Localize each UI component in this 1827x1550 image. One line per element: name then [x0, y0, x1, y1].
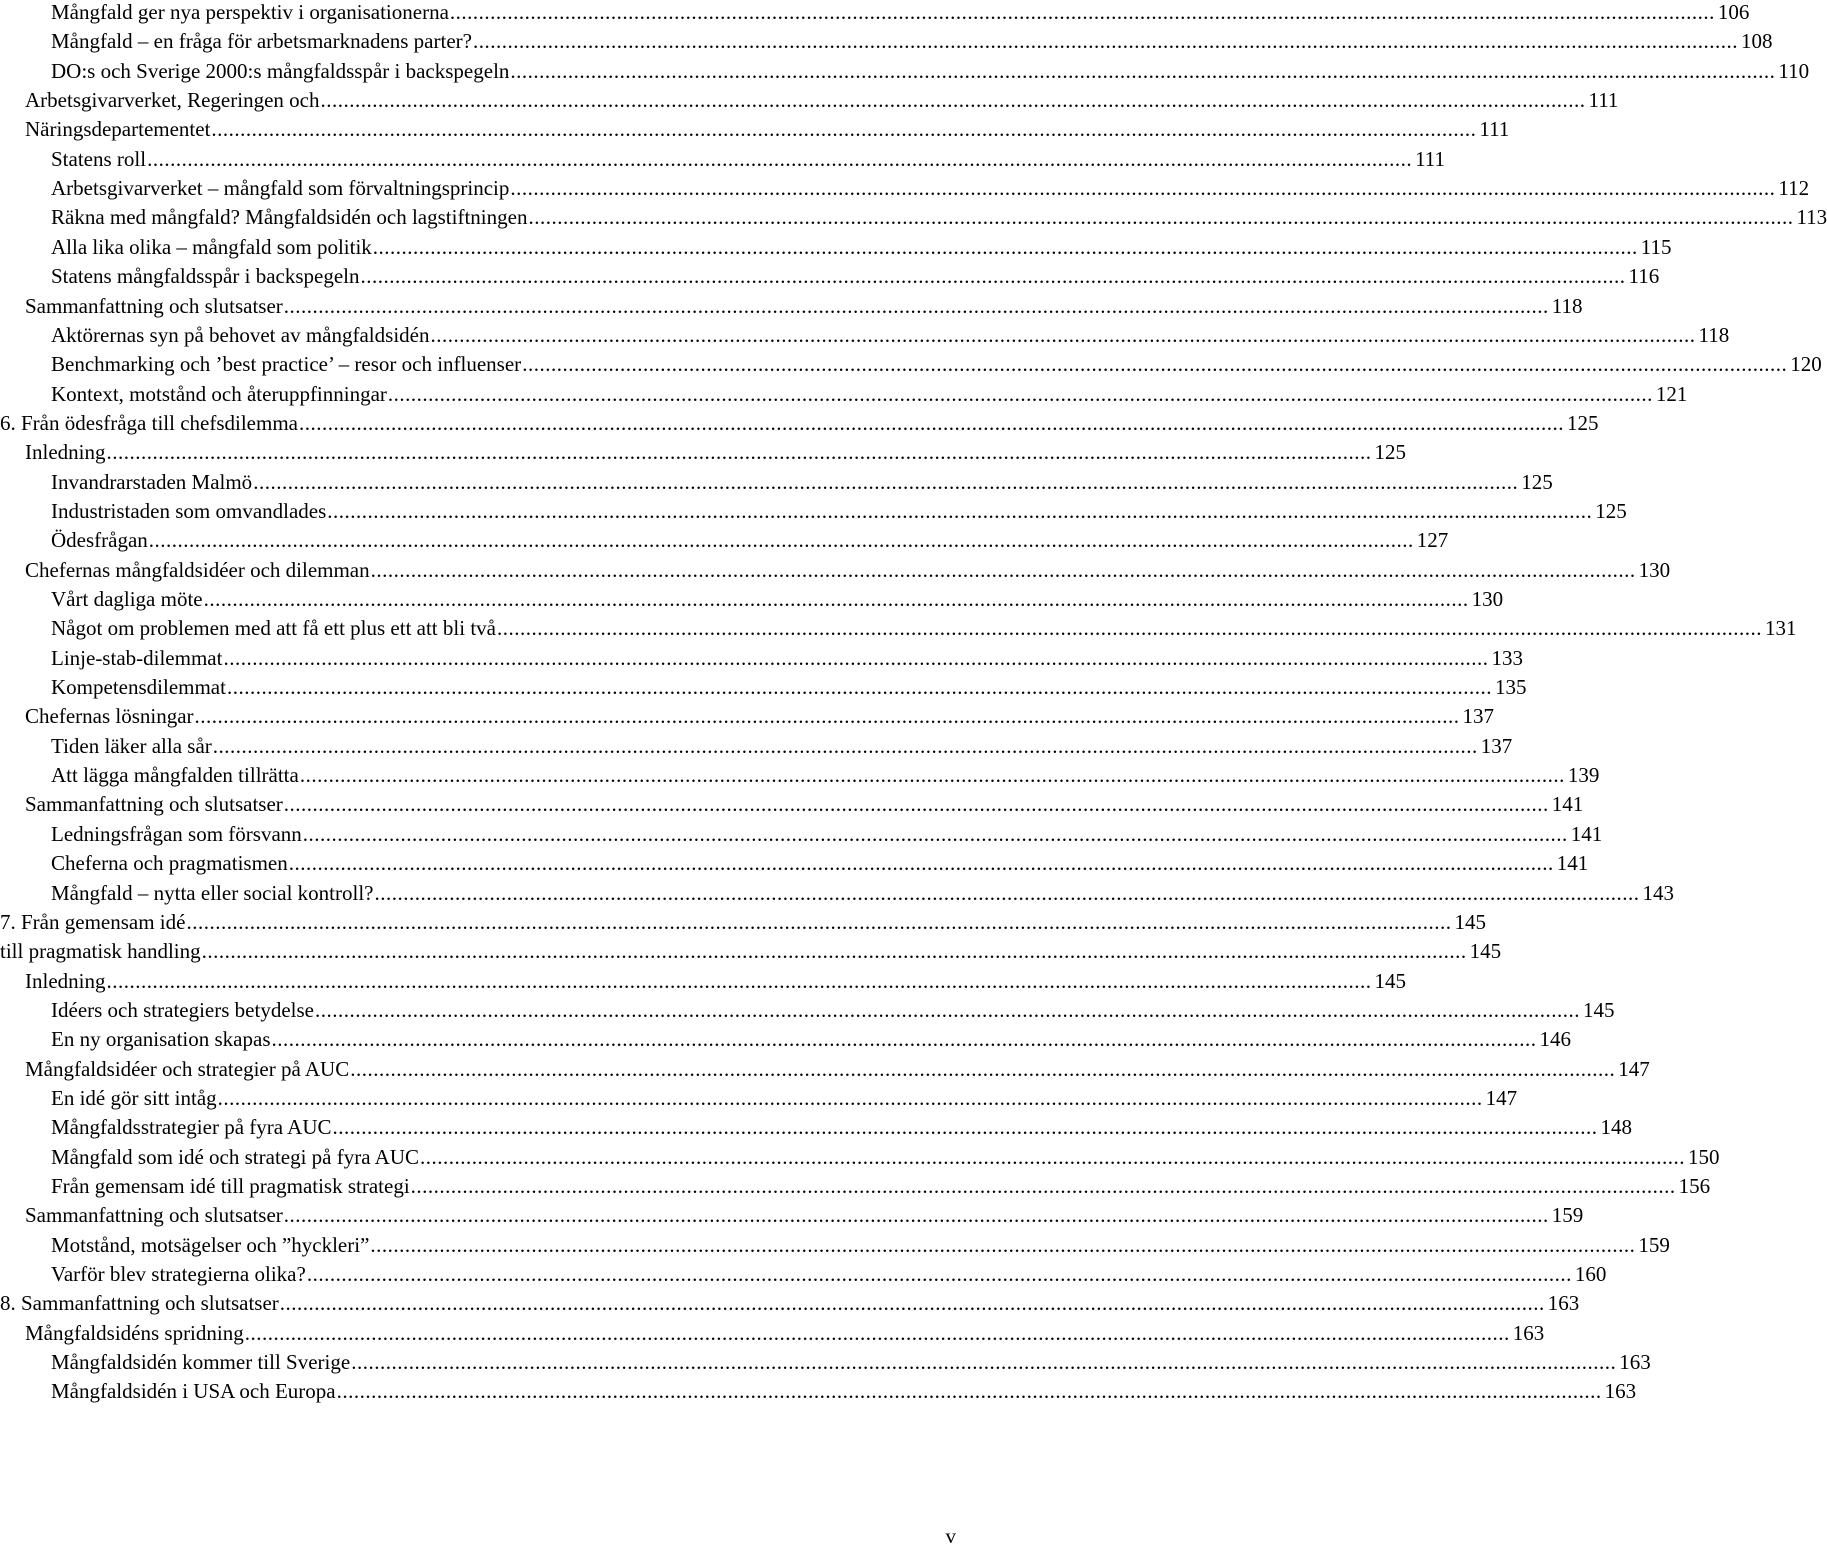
toc-dot-leader: ............................................................................................................................................................................................................................	[350, 1056, 1616, 1081]
toc-entry-page: 112	[1778, 176, 1810, 201]
toc-entry-page: 131	[1764, 616, 1797, 641]
toc-entry	[51, 1260, 1607, 1289]
toc-entry-page: 125	[1521, 469, 1553, 494]
toc-entry	[25, 292, 1583, 321]
toc-dot-leader: ............................................................................................................................................................................................................................	[302, 821, 1568, 846]
toc-entry	[51, 1113, 1632, 1142]
toc-dot-leader: ............................................................................................................................................................................................................................	[283, 1203, 1549, 1228]
toc-entry-title: Aktörernas syn på behovet av mångfaldsidén	[51, 321, 430, 350]
toc-entry-title: Arbetsgivarverket – mångfald som förvaltningsprincip	[51, 174, 510, 203]
toc-entry-title: Sammanfattning och slutsatser	[25, 1201, 284, 1230]
toc-entry-page: 159	[1638, 1232, 1670, 1257]
toc-dot-leader: ............................................................................................................................................................................................................................	[299, 763, 1565, 788]
toc-entry-page: 163	[1604, 1379, 1637, 1404]
toc-entry-page: 106	[1717, 0, 1750, 24]
toc-entry-title: Kontext, motstånd och återuppfinningar	[51, 380, 388, 409]
page-number: v	[945, 1524, 956, 1548]
toc-entry	[51, 233, 1672, 262]
toc-entry	[0, 937, 1502, 966]
toc-dot-leader: ............................................................................................................................................................................................................................	[288, 851, 1554, 876]
toc-entry-title: Industristaden som omvandlades	[51, 497, 327, 526]
toc-dot-leader: ............................................................................................................................................................................................................................	[327, 498, 1593, 523]
toc-entry	[25, 556, 1671, 585]
toc-dot-leader: ............................................................................................................................................................................................................................	[271, 1027, 1537, 1052]
toc-entry-title: Statens roll	[51, 145, 147, 174]
toc-dot-leader: ............................................................................................................................................................................................................................	[201, 939, 1467, 964]
toc-entry	[51, 262, 1660, 291]
toc-entry-page: 141	[1551, 792, 1584, 817]
toc-entry	[51, 1172, 1711, 1201]
toc-entry-title: Motstånd, motsägelser och ”hyckleri”	[51, 1231, 370, 1260]
toc-dot-leader: ............................................................................................................................................................................................................................	[211, 117, 1477, 142]
toc-entry-title: Sammanfattning och slutsatser	[25, 292, 284, 321]
toc-dot-leader: ............................................................................................................................................................................................................................	[372, 234, 1638, 259]
toc-entry-page: 145	[1454, 909, 1486, 934]
toc-entry	[51, 1025, 1571, 1054]
toc-entry	[51, 497, 1627, 526]
toc-entry-page: 116	[1628, 264, 1660, 289]
toc-entry-page: 156	[1678, 1174, 1711, 1198]
toc-entry	[51, 57, 1810, 86]
toc-entry	[25, 702, 1495, 731]
toc-entry-title: Linje-stab-dilemmat	[51, 644, 223, 673]
toc-entry-title: Varför blev strategierna olika?	[51, 1260, 307, 1289]
toc-dot-leader: ............................................................................................................................................................................................................................	[510, 176, 1776, 201]
toc-dot-leader: ............................................................................................................................................................................................................................	[217, 1085, 1483, 1110]
toc-entry	[51, 820, 1603, 849]
toc-entry-page: 108	[1740, 29, 1773, 54]
toc-entry	[25, 1055, 1650, 1084]
toc-dot-leader: ............................................................................................................................................................................................................................	[370, 557, 1636, 582]
toc-dot-leader: ............................................................................................................................................................................................................................	[253, 469, 1519, 494]
toc-dot-leader: ............................................................................................................................................................................................................................	[374, 880, 1640, 905]
toc-entry-title: En ny organisation skapas	[51, 1025, 272, 1054]
toc-entry-page: 145	[1469, 939, 1502, 964]
toc-dot-leader: ............................................................................................................................................................................................................................	[226, 675, 1492, 700]
toc-dot-leader: ............................................................................................................................................................................................................................	[496, 616, 1762, 641]
toc-dot-leader: ............................................................................................................................................................................................................................	[510, 58, 1776, 83]
toc-entry	[51, 1231, 1670, 1260]
toc-entry-title: Statens mångfaldsspår i backspegeln	[51, 262, 361, 291]
toc-entry	[51, 0, 1750, 27]
toc-entry	[51, 1143, 1720, 1172]
toc-entry-title: 6. Från ödesfråga till chefsdilemma	[0, 409, 299, 438]
toc-entry-page: 163	[1547, 1291, 1580, 1316]
toc-dot-leader: ............................................................................................................................................................................................................................	[283, 293, 1549, 318]
toc-entry-title: Mångfaldsidén i USA och Europa	[51, 1377, 337, 1406]
toc-entry-page: 125	[1374, 440, 1406, 465]
toc-entry-page: 127	[1416, 528, 1449, 553]
toc-entry-page: 121	[1655, 381, 1688, 406]
toc-entry-page: 133	[1491, 645, 1523, 670]
toc-dot-leader: ............................................................................................................................................................................................................................	[279, 1291, 1545, 1316]
toc-entry	[51, 526, 1449, 555]
toc-dot-leader: ............................................................................................................................................................................................................................	[106, 440, 1372, 465]
toc-dot-leader: ............................................................................................................................................................................................................................	[332, 1115, 1598, 1140]
toc-entry	[25, 790, 1584, 819]
toc-entry-page: 118	[1551, 293, 1583, 318]
toc-entry	[51, 1084, 1518, 1113]
toc-dot-leader: ............................................................................................................................................................................................................................	[212, 733, 1478, 758]
toc-entry	[25, 1201, 1584, 1230]
toc-entry	[51, 145, 1446, 174]
toc-entry-page: 147	[1485, 1085, 1518, 1110]
toc-entry	[51, 321, 1730, 350]
toc-entry-page: 145	[1374, 968, 1406, 993]
toc-entry-page: 159	[1551, 1203, 1584, 1228]
toc-dot-leader: ............................................................................................................................................................................................................................	[320, 88, 1586, 113]
toc-entry	[51, 879, 1674, 908]
toc-entry	[51, 849, 1589, 878]
toc-entry-page: 147	[1618, 1056, 1650, 1081]
toc-entry-title: Mångfald – nytta eller social kontroll?	[51, 879, 375, 908]
toc-dot-leader: ............................................................................................................................................................................................................................	[299, 410, 1564, 435]
toc-entry-page: 115	[1640, 234, 1672, 259]
toc-entry	[0, 908, 1486, 937]
toc-entry-title: Inledning	[25, 438, 106, 467]
toc-entry-page: 125	[1595, 498, 1627, 523]
toc-entry-title: Ödesfrågan	[51, 526, 149, 555]
toc-entry-title: Mångfaldsidén kommer till Sverige	[51, 1348, 351, 1377]
toc-entry-title: Tiden läker alla sår	[51, 732, 213, 761]
toc-entry	[51, 27, 1773, 56]
toc-entry-title: DO:s och Sverige 2000:s mångfaldsspår i backspegeln	[51, 57, 510, 86]
toc-dot-leader: ............................................................................................................................................................................................................................	[449, 0, 1715, 24]
toc-entry-page: 148	[1600, 1115, 1632, 1140]
toc-entry-title: Alla lika olika – mångfald som politik	[51, 233, 373, 262]
toc-entry-title: Mångfaldsidéer och strategier på AUC	[25, 1055, 350, 1084]
toc-dot-leader: ............................................................................................................................................................................................................................	[306, 1262, 1572, 1287]
toc-entry-title: Mångfald som idé och strategi på fyra AUC	[51, 1143, 420, 1172]
toc-entry-title: Chefernas mångfaldsidéer och dilemman	[25, 556, 371, 585]
toc-entry	[51, 380, 1688, 409]
toc-entry-page: 130	[1638, 557, 1671, 582]
toc-entry	[25, 86, 1619, 115]
toc-entry	[51, 614, 1797, 643]
toc-entry	[51, 732, 1513, 761]
toc-dot-leader: ............................................................................................................................................................................................................................	[203, 587, 1469, 611]
toc-entry	[51, 1377, 1637, 1406]
toc-entry-title: Från gemensam idé till pragmatisk strategi	[51, 1172, 411, 1201]
toc-dot-leader: ............................................................................................................................................................................................................................	[387, 381, 1653, 406]
toc-dot-leader: ............................................................................................................................................................................................................................	[106, 968, 1372, 993]
toc-entry-page: 111	[1415, 146, 1446, 171]
toc-entry-title: Mångfaldsstrategier på fyra AUC	[51, 1113, 333, 1142]
toc-entry-page: 120	[1790, 352, 1822, 377]
toc-dot-leader: ............................................................................................................................................................................................................................	[336, 1379, 1602, 1404]
toc-entry-title: Invandrarstaden Malmö	[51, 468, 253, 497]
toc-entry-title: Arbetsgivarverket, Regeringen och	[25, 86, 320, 115]
toc-entry-title: Att lägga mångfalden tillrätta	[51, 761, 300, 790]
toc-dot-leader: ............................................................................................................................................................................................................................	[147, 146, 1413, 171]
toc-entry-title: Benchmarking och ’best practice’ – resor och influenser	[51, 350, 522, 379]
toc-entry-title: Mångfaldsidéns spridning	[25, 1319, 245, 1348]
toc-dot-leader: ............................................................................................................................................................................................................................	[370, 1232, 1636, 1257]
toc-dot-leader: ............................................................................................................................................................................................................................	[148, 528, 1414, 553]
toc-entry-title: Cheferna och pragmatismen	[51, 849, 289, 878]
toc-entry-page: 137	[1480, 733, 1513, 758]
toc-entry-page: 145	[1582, 997, 1615, 1022]
toc-entry-page: 111	[1588, 88, 1619, 113]
toc-dot-leader: ............................................................................................................................................................................................................................	[244, 1320, 1510, 1345]
toc-entry	[51, 761, 1600, 790]
toc-dot-leader: ............................................................................................................................................................................................................................	[360, 264, 1626, 289]
toc-dot-leader: ............................................................................................................................................................................................................................	[223, 645, 1489, 670]
toc-entry	[51, 585, 1504, 614]
toc-entry-title: Näringsdepartementet	[25, 115, 211, 144]
toc-entry-title: En idé gör sitt intåg	[51, 1084, 218, 1113]
toc-entry	[25, 1319, 1545, 1348]
toc-entry	[0, 1289, 1580, 1318]
toc-entry-page: 163	[1512, 1320, 1545, 1345]
toc-entry-title: till pragmatisk handling	[0, 937, 202, 966]
toc-entry	[51, 174, 1810, 203]
toc-entry-page: 113	[1796, 205, 1827, 230]
toc-entry-page: 146	[1539, 1027, 1571, 1052]
toc-dot-leader: ............................................................................................................................................................................................................................	[351, 1350, 1617, 1375]
toc-entry-title: Kompetensdilemmat	[51, 673, 227, 702]
toc-entry	[51, 1348, 1651, 1377]
toc-dot-leader: ............................................................................................................................................................................................................................	[186, 909, 1452, 934]
toc-entry	[0, 409, 1599, 438]
toc-dot-leader: ............................................................................................................................................................................................................................	[194, 704, 1460, 729]
toc-entry-page: 137	[1462, 704, 1495, 729]
toc-entry	[51, 350, 1822, 379]
toc-entry-page: 141	[1556, 851, 1589, 876]
toc-entry	[51, 996, 1615, 1025]
toc-dot-leader: ............................................................................................................................................................................................................................	[314, 997, 1580, 1022]
toc-entry	[51, 468, 1553, 497]
toc-entry-title: Något om problemen med att få ett plus ett att bli två	[51, 614, 497, 643]
toc-entry-title: Chefernas lösningar	[25, 702, 195, 731]
toc-entry	[25, 115, 1510, 144]
toc-entry-title: Ledningsfrågan som försvann	[51, 820, 303, 849]
toc-entry-title: Sammanfattning och slutsatser	[25, 790, 284, 819]
toc-entry-page: 130	[1471, 587, 1504, 611]
toc-entry-title: Räkna med mångfald? Mångfaldsidén och lagstiftningen	[51, 203, 528, 232]
toc-entry	[51, 203, 1827, 232]
toc-entry-page: 118	[1698, 322, 1730, 347]
toc-dot-leader: ............................................................................................................................................................................................................................	[472, 29, 1738, 54]
toc-dot-leader: ............................................................................................................................................................................................................................	[283, 792, 1549, 817]
toc-dot-leader: ............................................................................................................................................................................................................................	[420, 1144, 1685, 1169]
toc-entry-page: 160	[1574, 1262, 1607, 1287]
toc-dot-leader: ............................................................................................................................................................................................................................	[528, 205, 1794, 230]
toc-dot-leader: ............................................................................................................................................................................................................................	[522, 352, 1788, 377]
toc-entry-page: 110	[1778, 58, 1810, 83]
toc-entry	[51, 644, 1523, 673]
toc-entry-page: 111	[1479, 117, 1510, 142]
toc-dot-leader: ............................................................................................................................................................................................................................	[410, 1174, 1676, 1198]
toc-entry-title: 8. Sammanfattning och slutsatser	[0, 1289, 280, 1318]
toc-entry-page: 135	[1494, 675, 1527, 700]
toc-entry-page: 143	[1642, 880, 1674, 905]
toc-entry-title: Vårt dagliga möte	[51, 585, 204, 614]
toc-entry-title: Mångfald ger nya perspektiv i organisationerna	[51, 0, 450, 27]
toc-entry-title: 7. Från gemensam idé	[0, 908, 186, 937]
toc-entry	[25, 967, 1406, 996]
toc-entry	[51, 673, 1527, 702]
toc-dot-leader: ............................................................................................................................................................................................................................	[430, 322, 1696, 347]
toc-entry-title: Idéers och strategiers betydelse	[51, 996, 315, 1025]
toc-entry-page: 141	[1570, 821, 1603, 846]
toc-entry	[25, 438, 1406, 467]
toc-entry-page: 150	[1688, 1144, 1720, 1169]
toc-entry-page: 139	[1567, 763, 1600, 788]
toc-entry-page: 163	[1619, 1350, 1651, 1375]
toc-entry-title: Mångfald – en fråga för arbetsmarknadens parter?	[51, 27, 473, 56]
toc-entry-page: 125	[1567, 410, 1599, 435]
toc-entry-title: Inledning	[25, 967, 106, 996]
